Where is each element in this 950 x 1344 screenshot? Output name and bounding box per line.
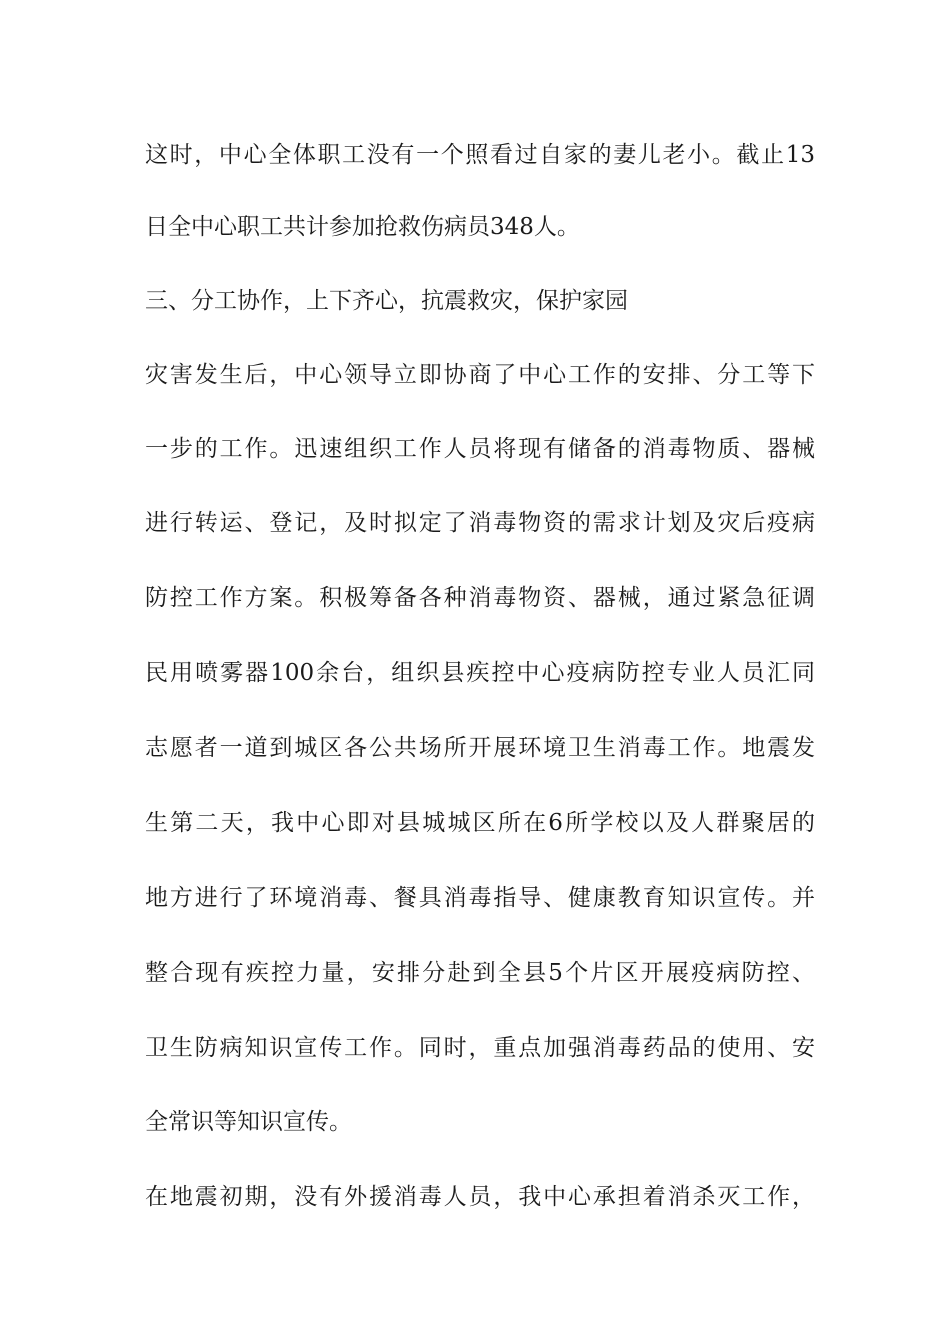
text-line-2: 日全中心职工共计参加抢救伤病员348人。 bbox=[145, 214, 580, 240]
text-line-4: 灾害发生后，中心领导立即协商了中心工作的安排、分工等下 bbox=[145, 362, 815, 388]
text-line-10: 生第二天，我中心即对县城城区所在6所学校以及人群聚居的 bbox=[145, 810, 815, 836]
text-line-12: 整合现有疾控力量，安排分赴到全县5个片区开展疫病防控、 bbox=[145, 960, 815, 986]
text-line-5: 一步的工作。迅速组织工作人员将现有储备的消毒物质、器械 bbox=[145, 436, 815, 462]
text-line-9: 志愿者一道到城区各公共场所开展环境卫生消毒工作。地震发 bbox=[145, 735, 815, 761]
text-line-13: 卫生防病知识宣传工作。同时，重点加强消毒药品的使用、安 bbox=[145, 1035, 815, 1061]
section-heading: 三、分工协作，上下齐心，抗震救灾，保护家园 bbox=[145, 288, 628, 314]
text-line-8: 民用喷雾器100余台，组织县疾控中心疫病防控专业人员汇同 bbox=[145, 660, 815, 686]
text-line-7: 防控工作方案。积极筹备各种消毒物资、器械，通过紧急征调 bbox=[145, 585, 815, 611]
text-line-6: 进行转运、登记，及时拟定了消毒物资的需求计划及灾后疫病 bbox=[145, 510, 815, 536]
text-line-15: 在地震初期，没有外援消毒人员，我中心承担着消杀灭工作， bbox=[145, 1184, 815, 1210]
text-line-1: 这时，中心全体职工没有一个照看过自家的妻儿老小。截止13 bbox=[145, 142, 815, 168]
text-line-14: 全常识等知识宣传。 bbox=[145, 1109, 352, 1135]
text-line-11: 地方进行了环境消毒、餐具消毒指导、健康教育知识宣传。并 bbox=[145, 885, 815, 911]
